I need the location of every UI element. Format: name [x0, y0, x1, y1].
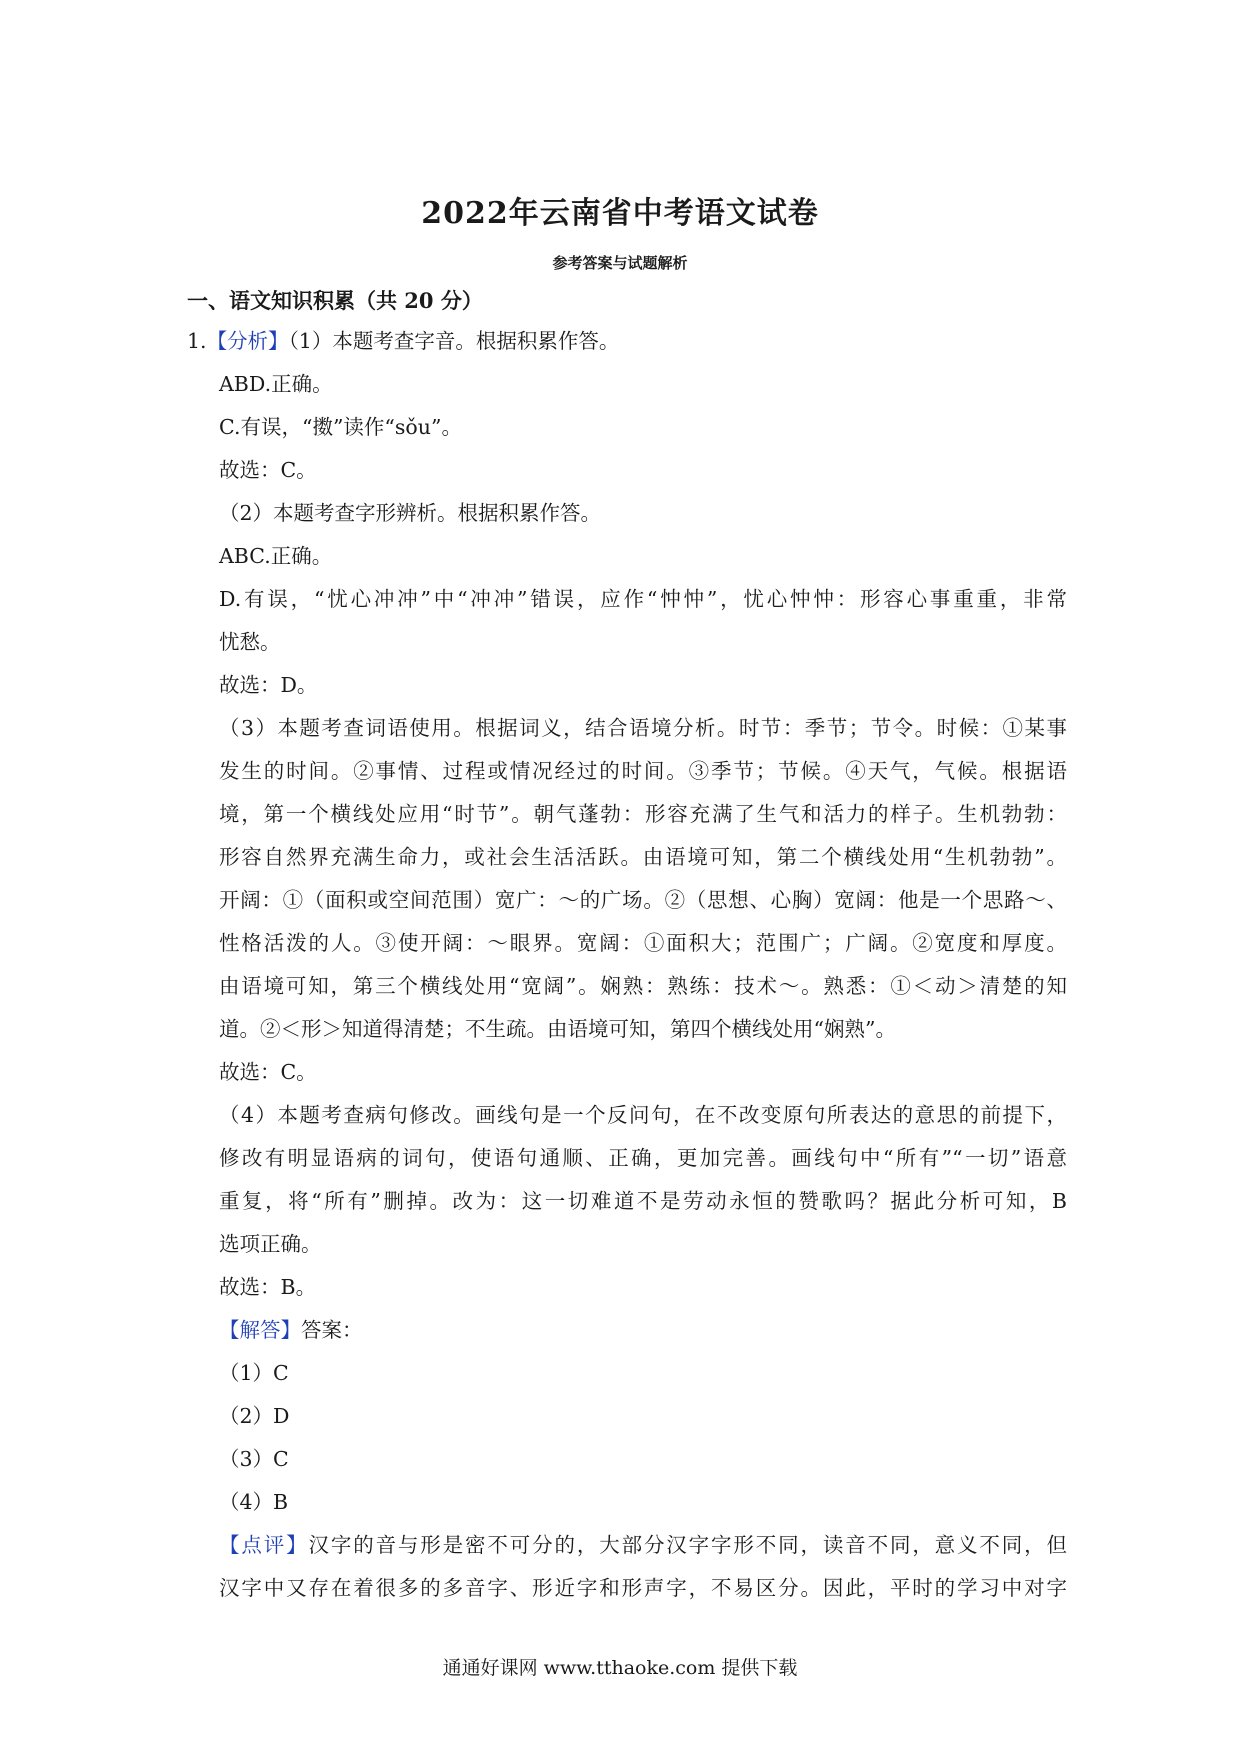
footer-text: 通通好课网 www.tthaoke.com 提供下载 — [442, 1657, 798, 1679]
part3-answer: 故选：C。 — [219, 1060, 317, 1084]
answer-item-2: （2）D — [219, 1404, 290, 1428]
part2-option-b-line2: 忧愁。 — [219, 630, 281, 654]
comment-text-1: 汉字的音与形是密不可分的，大部分汉字字形不同，读音不同，意义不同，但 — [308, 1533, 1068, 1557]
part2-intro: （2）本题考查字形辨析。根据积累作答。 — [219, 501, 602, 525]
answer-line — [187, 1309, 1067, 1352]
section-heading: 一、语文知识积累（共 20 分） — [187, 288, 483, 313]
part3-line3: 境，第一个横线处应用“时节”。朝气蓬勃：形容充满了生气和活力的样子。生机勃勃： — [219, 802, 1067, 826]
analysis-line — [187, 320, 1067, 363]
part3-line8: 道。②＜形＞知道得清楚；不生疏。由语境可知，第四个横线处用“娴熟”。 — [219, 1017, 896, 1041]
answer-item-1: （1）C — [219, 1361, 289, 1385]
part3-line1: （3）本题考查词语使用。根据词义，结合语境分析。时节：季节；节令。时候：①某事 — [219, 716, 1067, 740]
part4-line2: 修改有明显语病的词句，使语句通顺、正确，更加完善。画线句中“所有”“一切”语意 — [219, 1146, 1067, 1170]
part3-line5: 开阔：①（面积或空间范围）宽广：～的广场。②（思想、心胸）宽阔：他是一个思路～、 — [219, 888, 1067, 912]
part3-line4: 形容自然界充满生命力，或社会生活活跃。由语境可知，第二个横线处用“生机勃勃”。 — [219, 845, 1067, 869]
answer-item-4: （4）B — [219, 1490, 289, 1514]
part4-line1: （4）本题考查病句修改。画线句是一个反问句，在不改变原句所表达的意思的前提下， — [219, 1103, 1067, 1127]
part3-line6: 性格活泼的人。③使开阔：～眼界。宽阔：①面积大；范围广；广阔。②宽度和厚度。 — [219, 931, 1067, 955]
answer-item-3: （3）C — [219, 1447, 289, 1471]
analysis-tag: 【分析】 — [206, 329, 289, 353]
part1-option-b: C.有误，“擞”读作“sǒu”。 — [219, 415, 462, 439]
part2-option-a: ABC.正确。 — [219, 544, 333, 568]
answer-tag: 【解答】 — [219, 1318, 301, 1342]
part4-answer: 故选：B。 — [219, 1275, 317, 1299]
comment-line2: 汉字中又存在着很多的多音字、形近字和形声字，不易区分。因此，平时的学习中对字 — [219, 1576, 1067, 1600]
part1-intro: （1）本题考查字音。根据积累作答。 — [288, 329, 620, 353]
part1-option-a: ABD.正确。 — [219, 372, 333, 396]
part2-option-b-line1: D.有误，“忧心冲冲”中“冲冲”错误，应作“忡忡”，忧心忡忡：形容心事重重，非常 — [219, 587, 1067, 611]
comment-tag: 【点评】 — [219, 1533, 309, 1557]
part1-answer: 故选：C。 — [219, 458, 317, 482]
question-1-body — [187, 320, 1067, 1610]
part3-line2: 发生的时间。②事情、过程或情况经过的时间。③季节；节候。④天气，气候。根据语 — [219, 759, 1067, 783]
part3-line7: 由语境可知，第三个横线处用“宽阔”。娴熟：熟练：技术～。熟悉：①＜动＞清楚的知 — [219, 974, 1067, 998]
comment-line1 — [187, 1524, 1067, 1567]
answer-label: 答案： — [301, 1318, 363, 1342]
part4-line4: 选项正确。 — [219, 1232, 322, 1256]
document-title: 2022年云南省中考语文试卷 — [421, 196, 819, 231]
part4-line3: 重复，将“所有”删掉。改为：这一切难道不是劳动永恒的赞歌吗？据此分析可知，B — [219, 1189, 1067, 1213]
question-number: 1. — [187, 329, 207, 353]
document-subtitle: 参考答案与试题解析 — [552, 254, 688, 272]
part2-answer: 故选：D。 — [219, 673, 318, 697]
